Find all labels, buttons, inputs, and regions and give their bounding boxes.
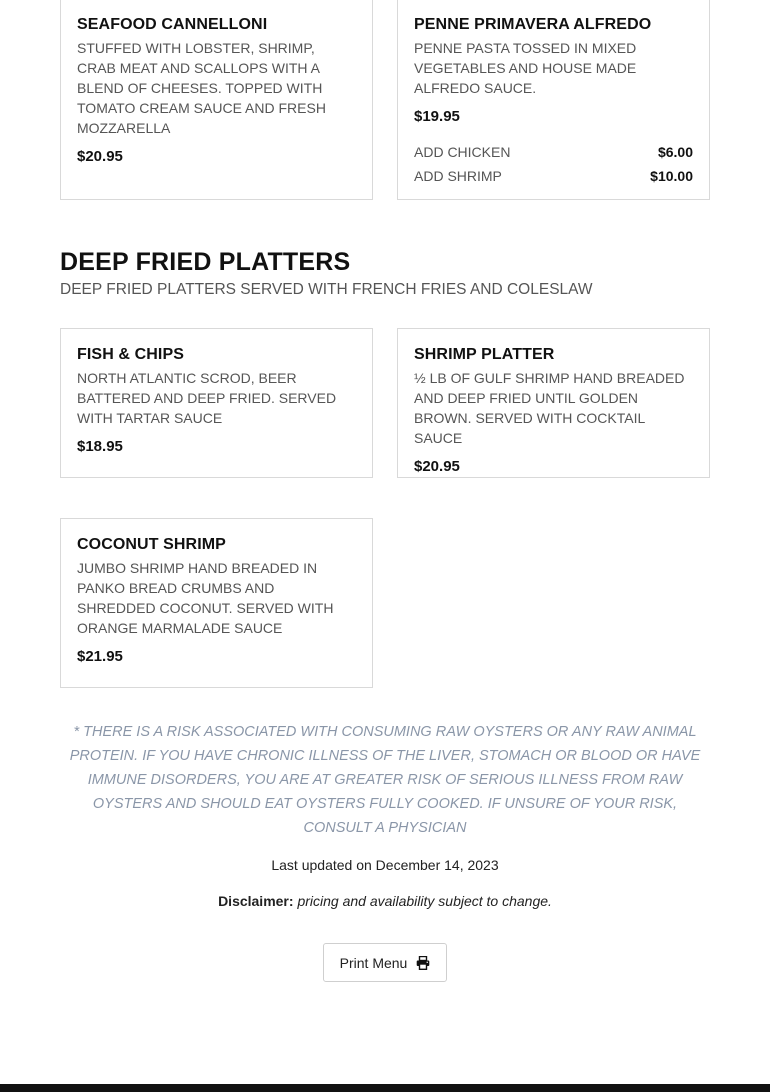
addon-row: [414, 164, 693, 188]
item-description: NORTH ATLANTIC SCROD, BEER BATTERED AND DEEP FRIED. SERVED WITH TARTAR SAUCE: [77, 370, 337, 426]
disclaimer-text: pricing and availability subject to change.: [297, 893, 552, 909]
addon-list: [414, 140, 693, 188]
addon-price: $10.00: [650, 168, 693, 184]
section-subtitle: DEEP FRIED PLATTERS SERVED WITH FRENCH FRIES AND COLESLAW: [60, 281, 593, 298]
menu-item-card: [397, 0, 710, 200]
item-name: SHRIMP PLATTER: [414, 346, 555, 363]
menu-item-card: [397, 328, 710, 478]
item-price: $19.95: [414, 108, 460, 125]
print-menu-button[interactable]: [323, 943, 447, 982]
section-title: DEEP FRIED PLATTERS: [60, 248, 351, 276]
addon-label: ADD SHRIMP: [414, 168, 502, 184]
printer-icon: [416, 956, 430, 970]
addon-price: $6.00: [657, 144, 693, 160]
item-description: STUFFED WITH LOBSTER, SHRIMP, CRAB MEAT AND SCALLOPS WITH A BLEND OF CHEESES. TOPPED WITH TOMATO CREAM SAUCE AND FRESH MOZZARELLA: [77, 40, 326, 136]
menu-item-card: [60, 328, 373, 478]
raw-food-warning: * THERE IS A RISK ASSOCIATED WITH CONSUMING RAW OYSTERS OR ANY RAW ANIMAL PROTEIN. IF YOU HAVE CHRONIC ILLNESS OF THE LIVER, STOMACH OR BLOOD OR HAVE IMMUNE DISORDERS, YOU ARE AT GREATER RISK OF SERIOUS ILLNESS FROM RAW OYSTERS AND SHOULD EAT OYSTERS FULLY COOKED. IF UNSURE OF YOUR RISK, CONSULT A PHYSICIAN: [69, 724, 701, 836]
disclaimer: [0, 893, 770, 909]
item-price: $20.95: [77, 148, 123, 165]
item-name: PENNE PRIMAVERA ALFREDO: [414, 16, 652, 33]
last-updated: Last updated on December 14, 2023: [271, 857, 499, 873]
addon-label: ADD CHICKEN: [414, 144, 511, 160]
item-description: ½ LB OF GULF SHRIMP HAND BREADED AND DEEP FRIED UNTIL GOLDEN BROWN. SERVED WITH COCKTAIL SAUCE: [414, 370, 685, 446]
menu-item-card: [60, 518, 373, 688]
print-menu-label: Print Menu: [339, 954, 408, 971]
item-description: JUMBO SHRIMP HAND BREADED IN PANKO BREAD CRUMBS AND SHREDDED COCONUT. SERVED WITH ORANGE MARMALADE SAUCE: [77, 560, 334, 636]
item-description: PENNE PASTA TOSSED IN MIXED VEGETABLES AND HOUSE MADE ALFREDO SAUCE.: [414, 40, 637, 96]
item-name: COCONUT SHRIMP: [77, 536, 226, 553]
item-name: SEAFOOD CANNELLONI: [77, 16, 268, 33]
menu-item-card: [60, 0, 373, 200]
addon-row: [414, 140, 693, 164]
item-price: $21.95: [77, 648, 123, 665]
disclaimer-label: Disclaimer:: [218, 893, 294, 909]
item-name: FISH & CHIPS: [77, 346, 184, 363]
item-price: $18.95: [77, 438, 123, 455]
item-price: $20.95: [414, 458, 460, 475]
footer-bar: [0, 1084, 770, 1092]
section-header: [60, 248, 710, 299]
